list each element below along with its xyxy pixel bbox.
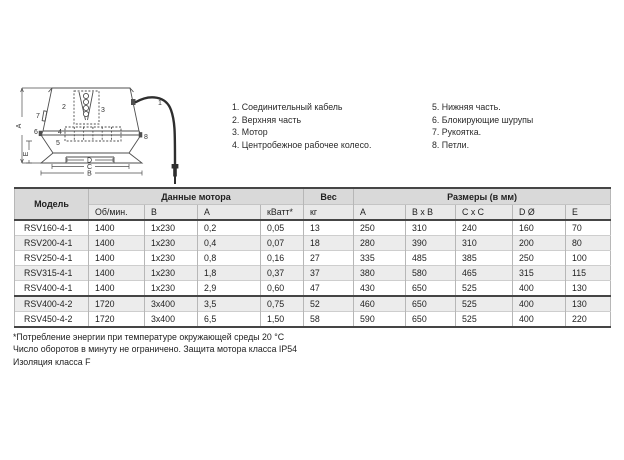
value-cell: 525 — [456, 296, 513, 312]
table-row — [15, 220, 611, 236]
subcolumn-header: А — [198, 205, 261, 221]
dim-label-e: E — [23, 151, 30, 157]
value-cell: 27 — [304, 251, 354, 266]
dim-label-a: A — [16, 123, 23, 129]
table-row — [15, 312, 611, 328]
value-cell: 650 — [406, 296, 456, 312]
subcolumn-header: A — [354, 205, 406, 221]
value-cell: 18 — [304, 236, 354, 251]
value-cell: 1,8 — [198, 266, 261, 281]
value-cell: 400 — [513, 312, 566, 328]
value-cell: 465 — [456, 266, 513, 281]
value-cell: 0,60 — [261, 281, 304, 297]
value-cell: 1x230 — [145, 220, 198, 236]
value-cell: 240 — [456, 220, 513, 236]
value-cell: 1,50 — [261, 312, 304, 328]
value-cell: 1x230 — [145, 266, 198, 281]
value-cell: 1400 — [89, 236, 145, 251]
value-cell: 52 — [304, 296, 354, 312]
subcolumn-header: В — [145, 205, 198, 221]
value-cell: 485 — [406, 251, 456, 266]
value-cell: 0,05 — [261, 220, 304, 236]
legend-item: 8. Петли. — [432, 140, 470, 151]
model-cell: RSV200-4-1 — [15, 236, 89, 251]
value-cell: 220 — [566, 312, 611, 328]
part-label-1: 1 — [158, 100, 162, 107]
value-cell: 47 — [304, 281, 354, 297]
value-cell: 250 — [513, 251, 566, 266]
value-cell: 525 — [456, 281, 513, 297]
subcolumn-header: C x C — [456, 205, 513, 221]
value-cell: 250 — [354, 220, 406, 236]
group-header-weight: Вес — [304, 188, 354, 205]
value-cell: 0,07 — [261, 236, 304, 251]
value-cell: 70 — [566, 220, 611, 236]
value-cell: 80 — [566, 236, 611, 251]
value-cell: 3,5 — [198, 296, 261, 312]
value-cell: 130 — [566, 296, 611, 312]
table-row — [15, 266, 611, 281]
table-row — [15, 296, 611, 312]
impeller-grid — [65, 127, 121, 141]
value-cell: 1400 — [89, 251, 145, 266]
value-cell: 650 — [406, 312, 456, 328]
spec-table-body — [15, 220, 611, 327]
legend-item: 2. Верхняя часть — [232, 114, 302, 125]
value-cell: 0,2 — [198, 220, 261, 236]
value-cell: 650 — [406, 281, 456, 297]
cable — [131, 97, 178, 184]
table-subheader-row — [15, 205, 611, 221]
value-cell: 380 — [354, 266, 406, 281]
subcolumn-header: кг — [304, 205, 354, 221]
value-cell: 310 — [456, 236, 513, 251]
part-label-6: 6 — [34, 129, 38, 136]
model-cell: RSV450-4-2 — [15, 312, 89, 328]
footnote-line: Изоляция класса F — [13, 356, 91, 367]
table-row — [15, 236, 611, 251]
footnotes — [13, 331, 297, 368]
value-cell: 37 — [304, 266, 354, 281]
value-cell: 2,9 — [198, 281, 261, 297]
value-cell: 390 — [406, 236, 456, 251]
value-cell: 460 — [354, 296, 406, 312]
fan-diagram — [8, 72, 223, 187]
value-cell: 0,75 — [261, 296, 304, 312]
value-cell: 160 — [513, 220, 566, 236]
value-cell: 590 — [354, 312, 406, 328]
part-label-5: 5 — [56, 140, 60, 147]
part-label-3: 3 — [101, 107, 105, 114]
value-cell: 1400 — [89, 281, 145, 297]
footnote-line: Число оборотов в минуту не ограничено. Защита мотора класса IP54 — [13, 344, 297, 355]
value-cell: 315 — [513, 266, 566, 281]
model-cell: RSV400-4-1 — [15, 281, 89, 297]
legend-item: 1. Соединительный кабель — [232, 102, 343, 112]
spec-table — [14, 187, 611, 328]
value-cell: 580 — [406, 266, 456, 281]
legend-item: 3. Мотор — [232, 127, 268, 138]
subcolumn-header: B x B — [406, 205, 456, 221]
value-cell: 3x400 — [145, 296, 198, 312]
subcolumn-header: D Ø — [513, 205, 566, 221]
value-cell: 400 — [513, 281, 566, 297]
value-cell: 0,37 — [261, 266, 304, 281]
table-group-header-row — [15, 188, 611, 205]
value-cell: 1x230 — [145, 251, 198, 266]
subcolumn-header: кВатт* — [261, 205, 304, 221]
value-cell: 400 — [513, 296, 566, 312]
value-cell: 280 — [354, 236, 406, 251]
table-row — [15, 281, 611, 297]
value-cell: 115 — [566, 266, 611, 281]
footnote-line: *Потребление энергии при температуре окружающей среды 20 °C — [13, 332, 285, 342]
dim-label-b: B — [87, 170, 92, 178]
value-cell: 6,5 — [198, 312, 261, 328]
value-cell: 385 — [456, 251, 513, 266]
value-cell: 200 — [513, 236, 566, 251]
value-cell: 1400 — [89, 220, 145, 236]
group-header-motor: Данные мотора — [89, 188, 304, 205]
legend-item: 5. Нижняя часть. — [432, 102, 501, 112]
value-cell: 130 — [566, 281, 611, 297]
value-cell: 0,16 — [261, 251, 304, 266]
subcolumn-header: Об/мин. — [89, 205, 145, 221]
value-cell: 0,8 — [198, 251, 261, 266]
junction-band — [41, 131, 141, 135]
value-cell: 430 — [354, 281, 406, 297]
dim-label-c: C — [86, 164, 93, 171]
upper-housing — [43, 88, 139, 131]
value-cell: 13 — [304, 220, 354, 236]
value-cell: 100 — [566, 251, 611, 266]
value-cell: 0,4 — [198, 236, 261, 251]
value-cell: 335 — [354, 251, 406, 266]
value-cell: 1720 — [89, 296, 145, 312]
col-header-model: Модель — [15, 188, 89, 220]
part-label-2: 2 — [62, 104, 66, 111]
legend-item: 4. Центробежное рабочее колесо. — [232, 140, 372, 151]
fan-outline — [21, 88, 142, 176]
model-cell: RSV400-4-2 — [15, 296, 89, 312]
value-cell: 3x400 — [145, 312, 198, 328]
legend-item: 6. Блокирующие шурупы — [432, 114, 534, 125]
value-cell: 310 — [406, 220, 456, 236]
part-label-8: 8 — [144, 134, 148, 141]
model-cell: RSV160-4-1 — [15, 220, 89, 236]
legend-column-right — [432, 101, 533, 152]
part-label-7: 7 — [36, 113, 40, 120]
value-cell: 525 — [456, 312, 513, 328]
value-cell: 1400 — [89, 266, 145, 281]
model-cell: RSV250-4-1 — [15, 251, 89, 266]
legend-column-left — [232, 101, 371, 152]
model-cell: RSV315-4-1 — [15, 266, 89, 281]
legend-item: 7. Рукоятка. — [432, 127, 482, 138]
group-header-dimensions: Размеры (в мм) — [354, 188, 611, 205]
value-cell: 58 — [304, 312, 354, 328]
table-row — [15, 251, 611, 266]
subcolumn-header: E — [566, 205, 611, 221]
value-cell: 1720 — [89, 312, 145, 328]
part-label-4: 4 — [58, 129, 62, 136]
value-cell: 1x230 — [145, 281, 198, 297]
value-cell: 1x230 — [145, 236, 198, 251]
dim-label-d: D — [86, 157, 93, 165]
handle — [42, 111, 47, 121]
